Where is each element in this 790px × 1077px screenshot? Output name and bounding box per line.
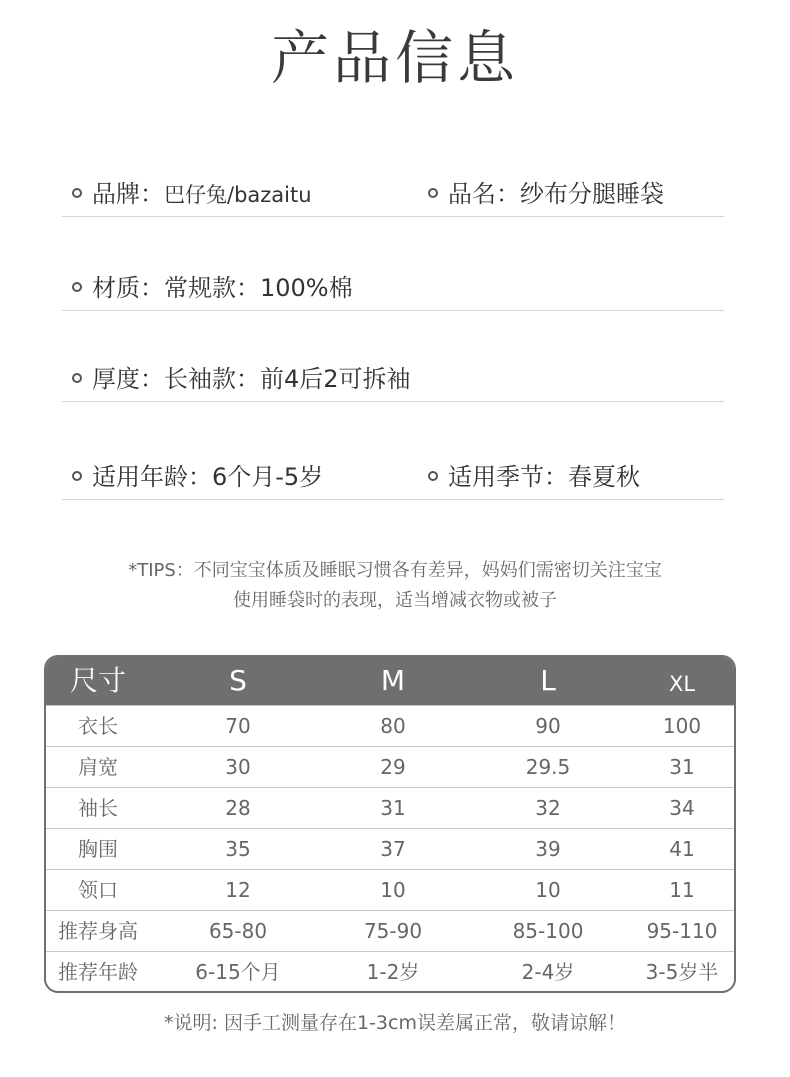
info-brand	[72, 172, 312, 216]
table-cell: 37	[380, 837, 406, 861]
table-row	[46, 828, 734, 869]
table-cell: 34	[669, 796, 695, 820]
table-cell: 100	[662, 714, 702, 738]
table-cell: 肩宽	[78, 755, 118, 779]
brand-label: 品牌：	[92, 180, 164, 208]
info-row-material	[62, 266, 724, 311]
table-cell: 2-4岁	[521, 960, 575, 984]
brand-value: 巴仔兔/bazaitu	[164, 183, 312, 207]
table-cell: 3-5岁半	[645, 960, 719, 984]
table-row	[46, 787, 734, 828]
thickness-value: 长袖款：前4后2可拆袖	[164, 365, 411, 393]
table-cell: 80	[380, 714, 406, 738]
thickness-label: 厚度：	[92, 365, 164, 393]
table-cell: 39	[535, 837, 561, 861]
tips-line-2: 使用睡袋时的表现，适当增减衣物或被子	[233, 590, 557, 611]
table-cell: 32	[535, 796, 561, 820]
table-cell: 10	[380, 878, 406, 902]
table-cell: 29.5	[525, 755, 571, 779]
bullet-icon	[428, 471, 438, 481]
info-row-thickness	[62, 357, 724, 402]
info-row-age-season	[62, 455, 724, 500]
table-cell: 衣长	[78, 714, 118, 738]
table-cell: 65-80	[208, 919, 268, 943]
info-thickness	[72, 357, 411, 401]
table-cell: 10	[535, 878, 561, 902]
table-cell: 29	[380, 755, 406, 779]
table-cell: 28	[225, 796, 251, 820]
table-row	[46, 869, 734, 910]
header-cell: S	[229, 664, 247, 697]
tips-line-1: *TIPS：不同宝宝体质及睡眠习惯各有差异，妈妈们需密切关注宝宝	[128, 560, 662, 581]
table-cell: 35	[225, 837, 251, 861]
bullet-icon	[72, 471, 82, 481]
material-value: 常规款：100%棉	[164, 274, 353, 302]
table-cell: 1-2岁	[366, 960, 420, 984]
table-cell: 95-110	[646, 919, 718, 943]
size-table-header	[46, 657, 734, 705]
table-cell: 领口	[78, 878, 118, 902]
size-table	[44, 655, 736, 993]
header-cell: 尺寸	[69, 664, 126, 697]
table-cell: 30	[225, 755, 251, 779]
product-name-label: 品名：	[448, 180, 520, 208]
header-cell: M	[380, 664, 406, 697]
material-label: 材质：	[92, 274, 164, 302]
info-age	[72, 455, 323, 499]
table-cell: 袖长	[78, 796, 118, 820]
season-value: 春夏秋	[568, 463, 640, 491]
page-title: 产品信息	[270, 24, 519, 92]
age-label: 适用年龄：	[92, 463, 212, 491]
info-row-brand-name	[62, 172, 724, 217]
season-label: 适用季节：	[448, 463, 568, 491]
table-row	[46, 951, 734, 992]
info-material	[72, 266, 353, 310]
table-row	[46, 910, 734, 951]
bullet-icon	[72, 373, 82, 383]
bullet-icon	[72, 282, 82, 292]
age-value: 6个月-5岁	[212, 463, 324, 491]
table-cell: 12	[225, 878, 251, 902]
bullet-icon	[72, 188, 82, 198]
product-name-value: 纱布分腿睡袋	[520, 180, 664, 208]
table-cell: 90	[535, 714, 561, 738]
info-season	[428, 455, 640, 499]
table-cell: 70	[225, 714, 251, 738]
measurement-note: *说明: 因手工测量存在1-3cm误差属正常，敬请谅解！	[164, 1012, 626, 1034]
table-cell: 6-15个月	[195, 960, 281, 984]
table-cell: 推荐身高	[58, 919, 138, 943]
bullet-icon	[428, 188, 438, 198]
table-row	[46, 705, 734, 746]
table-cell: 31	[380, 796, 406, 820]
header-cell: XL	[668, 672, 696, 696]
table-cell: 31	[669, 755, 695, 779]
info-product-name	[428, 172, 664, 216]
table-cell: 85-100	[512, 919, 584, 943]
table-cell: 推荐年龄	[58, 960, 138, 984]
table-cell: 41	[669, 837, 695, 861]
table-cell: 胸围	[78, 837, 118, 861]
header-cell: L	[540, 664, 556, 697]
table-cell: 11	[669, 878, 695, 902]
table-cell: 75-90	[363, 919, 423, 943]
table-row	[46, 746, 734, 787]
